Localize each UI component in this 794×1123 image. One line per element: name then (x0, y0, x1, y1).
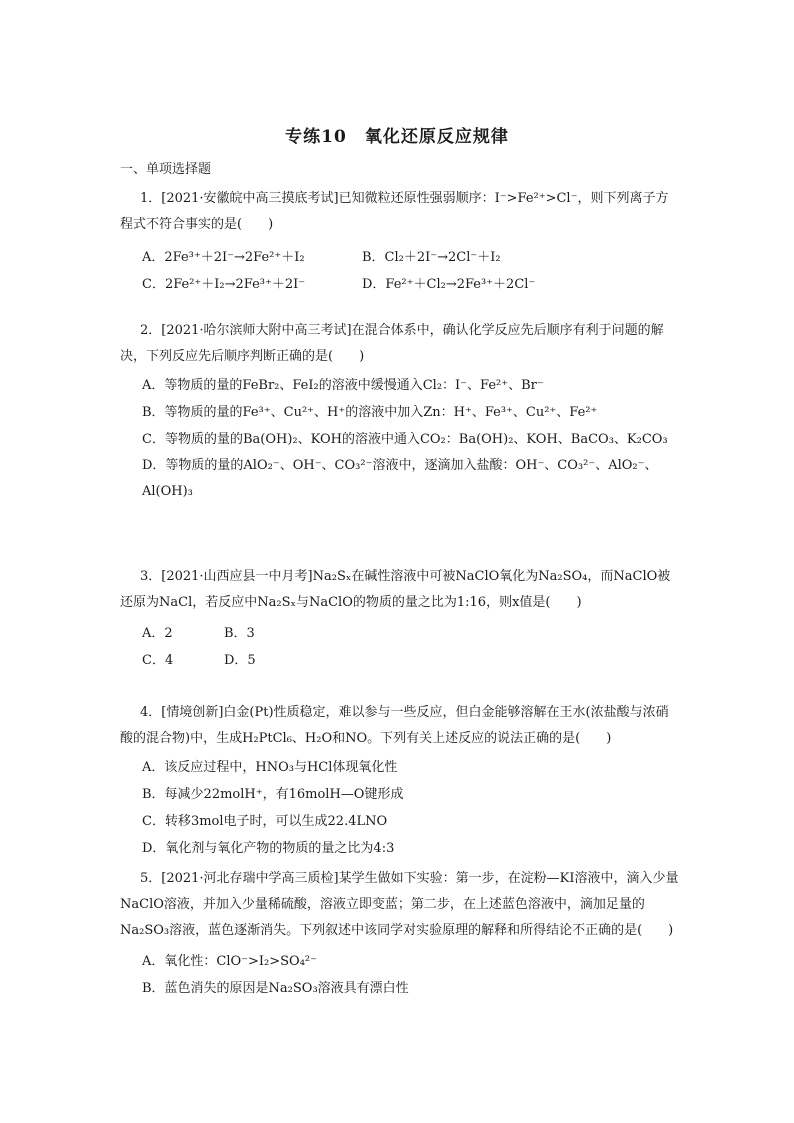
question-stem: 3．[2021·山西应县一中月考]Na₂Sₓ在碱性溶液中可被NaClO氧化为Na₂SO₄，而NaClO被还原为NaCl，若反应中Na₂Sₓ与NaClO的物质的量之比为1:16，则x值是( ) (120, 569, 671, 610)
page-title: 专练10 氧化还原反应规律 (285, 127, 509, 147)
option-b: B．蓝色消失的原因是Na₂SO₃溶液具有漂白性 (142, 981, 409, 996)
option-a: A．等物质的量的FeBr₂、FeI₂的溶液中缓慢通入Cl₂：I⁻、Fe²⁺、Br⁻ (142, 378, 544, 393)
option-c: C．2Fe²⁺＋I₂→2Fe³⁺＋2I⁻ (142, 277, 306, 292)
option-c: C．等物质的量的Ba(OH)₂、KOH的溶液中通入CO₂：Ba(OH)₂、KOH、BaCO₃、K₂CO₃ (142, 432, 668, 447)
option-d: D．5 (224, 653, 256, 668)
section-heading: 一、单项选择题 (120, 162, 212, 177)
option-c: C．4 (142, 653, 174, 668)
option-b: B．每减少22molH⁺，有16molH—O键形成 (142, 787, 404, 802)
option-d: D．氧化剂与氧化产物的物质的量之比为4:3 (142, 841, 395, 856)
option-list (120, 372, 680, 453)
question-4 (120, 700, 680, 862)
option-b: B．Cl₂＋2I⁻→2Cl⁻＋I₂ (362, 250, 501, 265)
option-list (120, 244, 680, 298)
question-stem: 5．[2021·河北存瑞中学高三质检]某学生做如下实验：第一步，在淀粉—KI溶液中，滴入少量NaClO溶液，并加入少量稀硫酸，溶液立即变蓝；第二步，在上述蓝色溶液中，滴加足量的Na₂SO₃溶液，蓝色逐渐消失。下列叙述中该同学对实验原理的解释和所得结论不正确的是( ) (120, 871, 679, 938)
question-stem: 4．[情境创新]白金(Pt)性质稳定，难以参与一些反应，但白金能够溶解在王水(浓盐酸与浓硝酸的混合物)中，生成H₂PtCl₆、H₂O和NO。下列有关上述反应的说法正确的是( ) (120, 705, 669, 746)
option-a: A．该反应过程中，HNO₃与HCl体现氧化性 (142, 760, 398, 775)
option-a: A．2 (142, 626, 173, 641)
question-2 (120, 318, 680, 505)
option-d: D．等物质的量的AlO₂⁻、OH⁻、CO₃²⁻溶液中，逐滴加入盐酸：OH⁻、CO₃²⁻、AlO₂⁻、Al(OH)₃ (142, 458, 658, 499)
option-b: B．3 (224, 626, 255, 641)
question-5 (120, 866, 680, 1002)
question-3 (120, 564, 680, 674)
option-list (120, 754, 680, 862)
question-1 (120, 186, 680, 298)
option-b: B．等物质的量的Fe³⁺、Cu²⁺、H⁺的溶液中加入Zn：H⁺、Fe³⁺、Cu²⁺、Fe²⁺ (142, 405, 598, 420)
question-stem: 2．[2021·哈尔滨师大附中高三考试]在混合体系中，确认化学反应先后顺序有利于问题的解决，下列反应先后顺序判断正确的是( ) (120, 323, 664, 364)
option-a: A．2Fe³⁺＋2I⁻→2Fe²⁺＋I₂ (142, 250, 305, 265)
option-list (120, 620, 680, 674)
option-a: A．氧化性：ClO⁻>I₂>SO₄²⁻ (142, 954, 317, 969)
question-stem: 1．[2021·安徽皖中高三摸底考试]已知微粒还原性强弱顺序：I⁻>Fe²⁺>Cl⁻，则下列离子方程式不符合事实的是( ) (120, 191, 669, 232)
option-list (120, 948, 680, 1002)
option-c: C．转移3mol电子时，可以生成22.4LNO (142, 814, 388, 829)
option-d: D．Fe²⁺＋Cl₂→2Fe³⁺＋2Cl⁻ (362, 277, 536, 292)
